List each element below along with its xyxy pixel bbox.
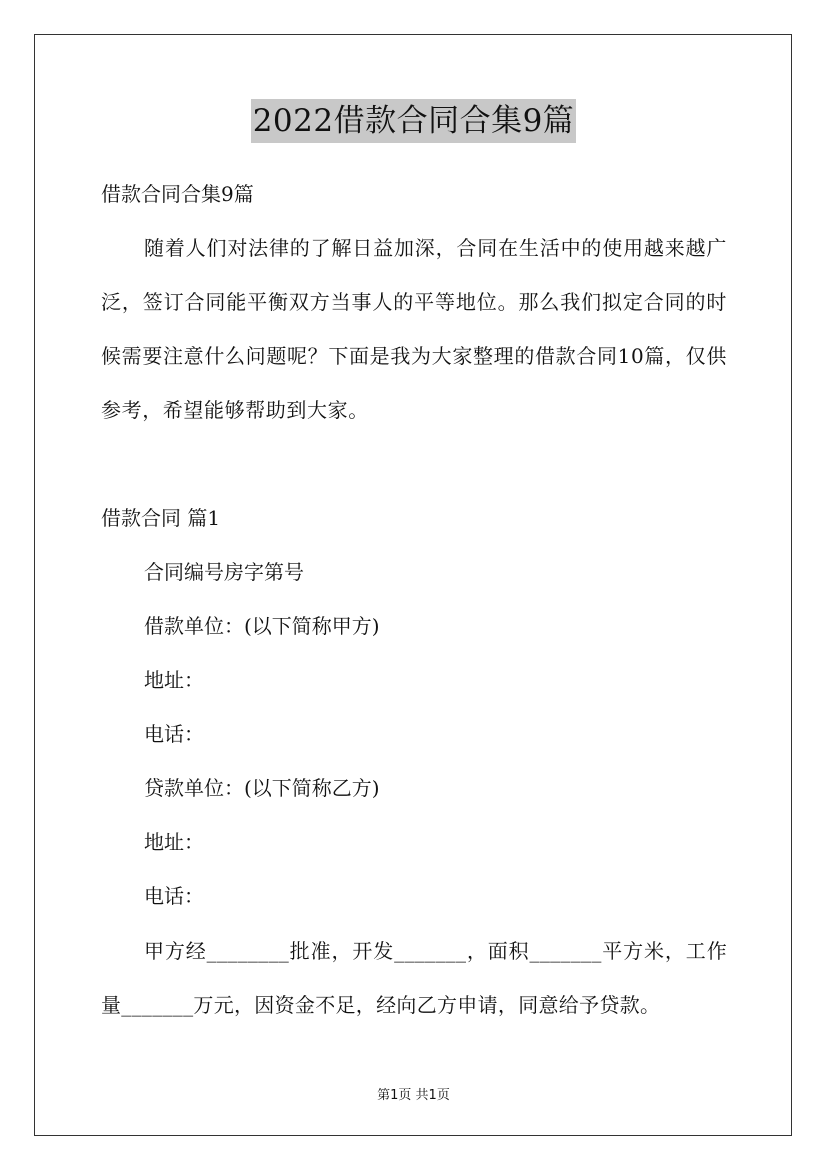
title-container bbox=[0, 99, 827, 143]
clause-paragraph: 甲方经________批准，开发_______，面积_______平方米，工作量_______万元，因资金不足，经向乙方申请，同意给予贷款。 bbox=[101, 939, 727, 1017]
borrower-address: 地址： bbox=[144, 830, 204, 854]
lender-phone: 电话： bbox=[144, 722, 204, 746]
contract-number: 合同编号房字第号 bbox=[144, 560, 304, 584]
intro-paragraph: 随着人们对法律的了解日益加深，合同在生活中的使用越来越广泛，签订合同能平衡双方当事人的平等地位。那么我们拟定合同的时候需要注意什么问题呢？下面是我为大家整理的借款合同10篇，仅供参考，希望能够帮助到大家。 bbox=[101, 236, 727, 422]
lender-label: 借款单位：(以下简称甲方) bbox=[144, 614, 380, 638]
page-footer: 第1页 共1页 bbox=[377, 1088, 450, 1103]
document-title: 2022借款合同合集9篇 bbox=[251, 99, 577, 143]
borrower-label: 贷款单位：(以下简称乙方) bbox=[144, 776, 380, 800]
lender-address: 地址： bbox=[144, 668, 204, 692]
section-heading: 借款合同 篇1 bbox=[101, 506, 221, 530]
document-subtitle: 借款合同合集9篇 bbox=[101, 182, 254, 206]
borrower-phone: 电话： bbox=[144, 884, 204, 908]
